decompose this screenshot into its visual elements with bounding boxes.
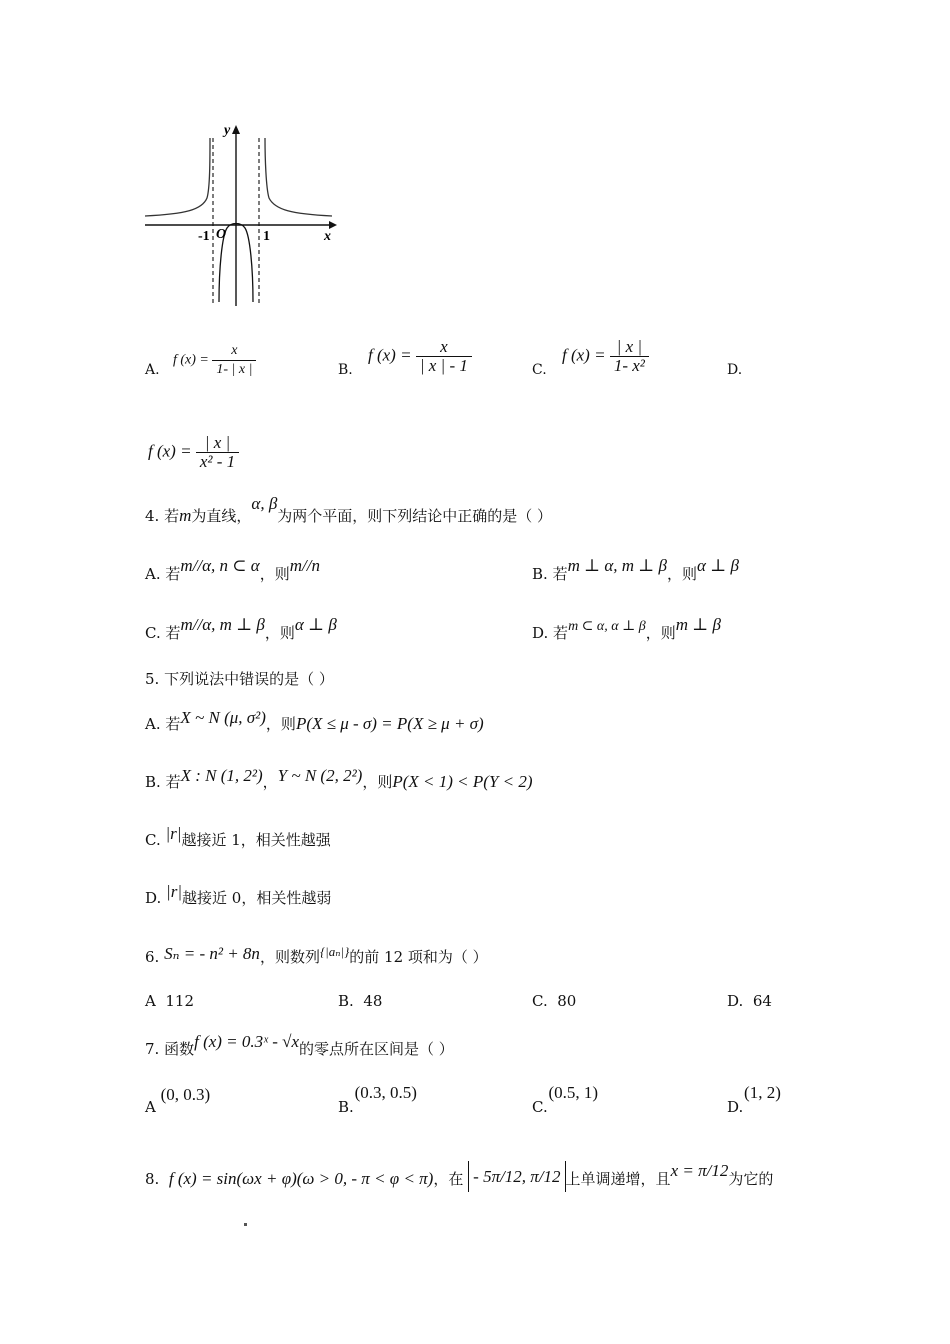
q7-option-a: A (0, 0.3) (145, 1085, 211, 1116)
function-graph (140, 118, 340, 310)
q6-option-a: A 112 (145, 992, 195, 1010)
q6-stem: 6. Sₙ = - n² + 8n，则数列{|aₙ|}的前 12 项和为（ ） (145, 944, 488, 966)
q3-option-b-formula: f (x) = $\frac{x}{| x | - 1}$ (368, 338, 472, 375)
q5-option-c: C. |r|越接近 1，相关性越强 (145, 824, 331, 849)
origin-label: O (216, 227, 227, 242)
q3-option-c-formula: f (x) = $\frac{| x |}{\text{1- x²}}$ (562, 338, 649, 375)
q3-option-b-label: B. (338, 362, 353, 378)
q7-option-d: D. (1, 2) (727, 1083, 781, 1116)
q5-option-a: A. 若X ~ N (μ, σ²)，则P(X ≤ μ - σ) = P(X ≥ μ + σ) (145, 708, 484, 733)
q7-option-c: C. (0.5, 1) (532, 1083, 599, 1116)
q6-option-d: D. 64 (727, 992, 772, 1010)
y-axis-label: y (224, 123, 231, 138)
q3-option-a-formula: f (x) = $\frac{x}{1- | x |}$ (173, 342, 256, 379)
q3-option-d-formula: f (x) = $\frac{| x |}{\text{x² - 1}}$ (148, 434, 239, 471)
tick-pos-one: 1 (263, 229, 270, 244)
q4-option-b: B. 若m ⊥ α, m ⊥ β，则α ⊥ β (532, 556, 739, 583)
q5-option-b: B. 若X : N (1, 2²)，Y ~ N (2, 2²)，则P(X < 1) < P(Y < 2) (145, 766, 533, 791)
q5-option-d: D. |r|越接近 0，相关性越弱 (145, 882, 332, 907)
q4-stem: 4. 若m为直线，α, β为两个平面，则下列结论中正确的是（ ） (145, 494, 553, 525)
q8-stem: 8. f (x) = sin(ωx + φ)(ω > 0, - π < φ < π)，在 - 5π/12, π/12 上单调递增，且x = π/12为它的 (145, 1168, 773, 1189)
q3-option-c-label: C. (532, 362, 547, 378)
q5-stem: 5. 下列说法中错误的是（ ） (145, 670, 334, 688)
q7-option-b: B. (0.3, 0.5) (338, 1083, 417, 1116)
q3-option-d-label: D. (727, 362, 743, 378)
q6-option-c: C. 80 (532, 992, 577, 1010)
q7-stem: 7. 函数f (x) = 0.3ˣ - √x的零点所在区间是（ ） (145, 1032, 454, 1058)
footer-dot (244, 1223, 247, 1226)
q3-option-a-label: A. (145, 362, 160, 378)
x-axis-label: x (324, 229, 331, 244)
tick-neg-one: -1 (198, 229, 210, 244)
q4-option-a: A. 若m//α, n ⊂ α，则m//n (145, 556, 320, 583)
q4-option-d: D. 若m ⊂ α, α ⊥ β，则m ⊥ β (532, 615, 721, 642)
q6-option-b: B. 48 (338, 992, 383, 1010)
q4-option-c: C. 若m//α, m ⊥ β，则α ⊥ β (145, 615, 337, 642)
